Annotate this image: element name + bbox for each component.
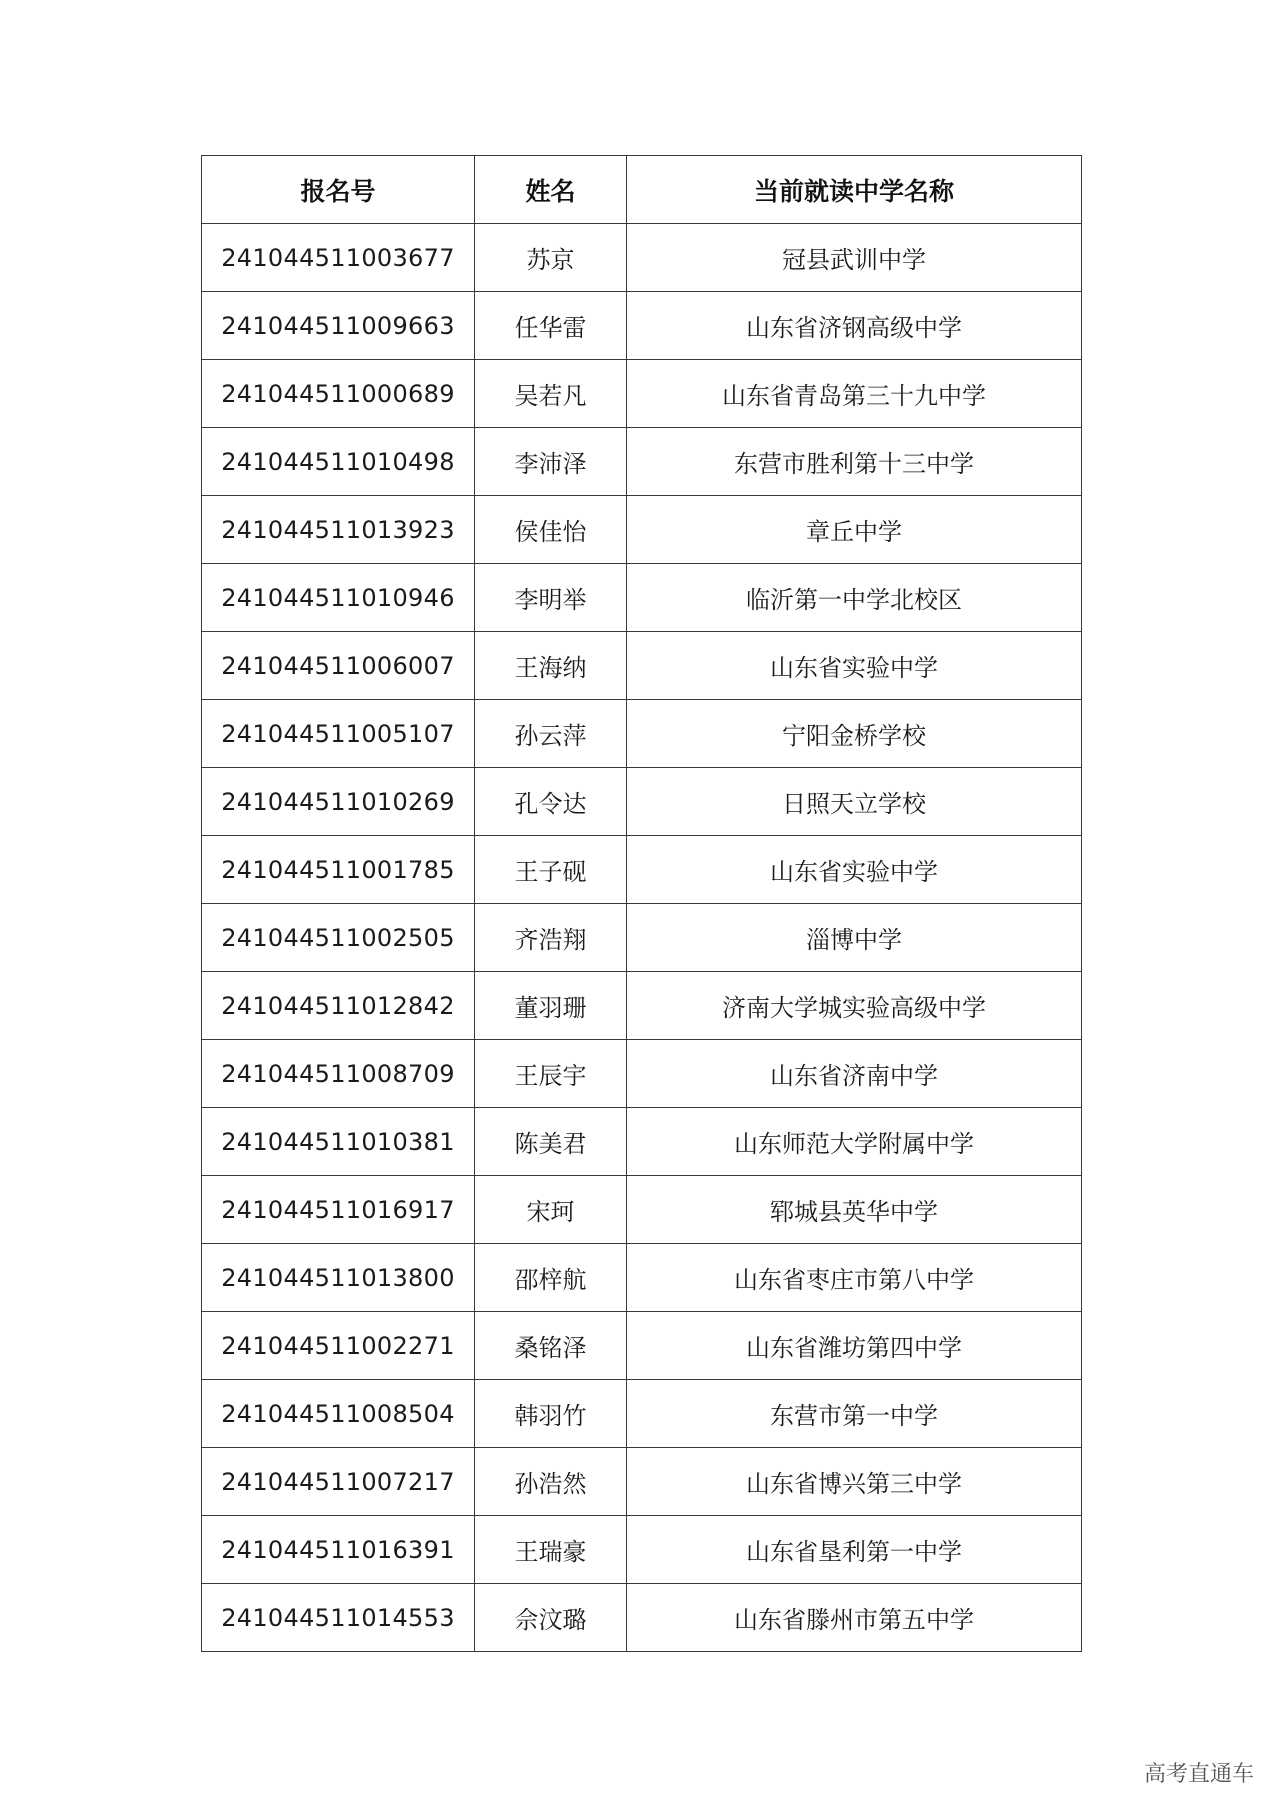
school-name-cell: 山东省潍坊第四中学: [627, 1312, 1082, 1380]
table-row: [202, 972, 1082, 1040]
school-name-cell: 山东省青岛第三十九中学: [627, 360, 1082, 428]
school-name-cell: 东营市第一中学: [627, 1380, 1082, 1448]
school-name-cell: 山东省济南中学: [627, 1040, 1082, 1108]
student-name-cell: 邵梓航: [475, 1244, 627, 1312]
table-row: [202, 1040, 1082, 1108]
registration-number-cell: 241044511016391: [202, 1516, 475, 1584]
student-name-cell: 孙浩然: [475, 1448, 627, 1516]
table-row: [202, 224, 1082, 292]
table-row: [202, 496, 1082, 564]
header-registration-number: 报名号: [202, 156, 475, 224]
table-row: [202, 1176, 1082, 1244]
student-name-cell: 孙云萍: [475, 700, 627, 768]
table-row: [202, 768, 1082, 836]
student-name-cell: 桑铭泽: [475, 1312, 627, 1380]
student-name-cell: 苏京: [475, 224, 627, 292]
school-name-cell: 临沂第一中学北校区: [627, 564, 1082, 632]
table-row: [202, 1380, 1082, 1448]
table-row: [202, 292, 1082, 360]
student-name-cell: 宋珂: [475, 1176, 627, 1244]
student-name-cell: 董羽珊: [475, 972, 627, 1040]
school-name-cell: 淄博中学: [627, 904, 1082, 972]
header-school: 当前就读中学名称: [627, 156, 1082, 224]
school-name-cell: 山东省博兴第三中学: [627, 1448, 1082, 1516]
student-name-cell: 齐浩翔: [475, 904, 627, 972]
school-name-cell: 济南大学城实验高级中学: [627, 972, 1082, 1040]
school-name-cell: 山东省济钢高级中学: [627, 292, 1082, 360]
registration-number-cell: 241044511001785: [202, 836, 475, 904]
watermark: 高考直通车: [1143, 1762, 1254, 1787]
registration-number-cell: 241044511013800: [202, 1244, 475, 1312]
school-name-cell: 山东省垦利第一中学: [627, 1516, 1082, 1584]
registration-number-cell: 241044511010381: [202, 1108, 475, 1176]
school-name-cell: 日照天立学校: [627, 768, 1082, 836]
table-row: [202, 632, 1082, 700]
table-row: [202, 1312, 1082, 1380]
registration-number-cell: 241044511003677: [202, 224, 475, 292]
registration-number-cell: 241044511013923: [202, 496, 475, 564]
school-name-cell: 宁阳金桥学校: [627, 700, 1082, 768]
student-name-cell: 王辰宇: [475, 1040, 627, 1108]
registration-number-cell: 241044511010498: [202, 428, 475, 496]
student-name-cell: 佘汶璐: [475, 1584, 627, 1652]
registration-number-cell: 241044511002271: [202, 1312, 475, 1380]
registration-number-cell: 241044511009663: [202, 292, 475, 360]
student-name-cell: 韩羽竹: [475, 1380, 627, 1448]
table-row: [202, 700, 1082, 768]
admission-roster-table: [201, 155, 1082, 1652]
registration-number-cell: 241044511008504: [202, 1380, 475, 1448]
student-name-cell: 王子砚: [475, 836, 627, 904]
school-name-cell: 山东省实验中学: [627, 632, 1082, 700]
registration-number-cell: 241044511006007: [202, 632, 475, 700]
registration-number-cell: 241044511002505: [202, 904, 475, 972]
table-row: [202, 1108, 1082, 1176]
school-name-cell: 章丘中学: [627, 496, 1082, 564]
student-name-cell: 王海纳: [475, 632, 627, 700]
table-row: [202, 428, 1082, 496]
table-row: [202, 904, 1082, 972]
school-name-cell: 山东师范大学附属中学: [627, 1108, 1082, 1176]
registration-number-cell: 241044511010946: [202, 564, 475, 632]
table-header-row: [202, 156, 1082, 224]
table-row: [202, 836, 1082, 904]
school-name-cell: 冠县武训中学: [627, 224, 1082, 292]
school-name-cell: 东营市胜利第十三中学: [627, 428, 1082, 496]
student-name-cell: 侯佳怡: [475, 496, 627, 564]
table-row: [202, 1244, 1082, 1312]
student-name-cell: 李明举: [475, 564, 627, 632]
student-name-cell: 吴若凡: [475, 360, 627, 428]
table-row: [202, 1448, 1082, 1516]
registration-number-cell: 241044511000689: [202, 360, 475, 428]
school-name-cell: 山东省枣庄市第八中学: [627, 1244, 1082, 1312]
student-name-cell: 陈美君: [475, 1108, 627, 1176]
registration-number-cell: 241044511010269: [202, 768, 475, 836]
table-row: [202, 1584, 1082, 1652]
registration-number-cell: 241044511008709: [202, 1040, 475, 1108]
registration-number-cell: 241044511014553: [202, 1584, 475, 1652]
student-name-cell: 李沛泽: [475, 428, 627, 496]
student-name-cell: 王瑞豪: [475, 1516, 627, 1584]
student-name-cell: 孔令达: [475, 768, 627, 836]
school-name-cell: 山东省实验中学: [627, 836, 1082, 904]
registration-number-cell: 241044511007217: [202, 1448, 475, 1516]
registration-number-cell: 241044511012842: [202, 972, 475, 1040]
student-name-cell: 任华雷: [475, 292, 627, 360]
table-row: [202, 1516, 1082, 1584]
table-row: [202, 360, 1082, 428]
table-row: [202, 564, 1082, 632]
registration-number-cell: 241044511005107: [202, 700, 475, 768]
school-name-cell: 郓城县英华中学: [627, 1176, 1082, 1244]
registration-number-cell: 241044511016917: [202, 1176, 475, 1244]
school-name-cell: 山东省滕州市第五中学: [627, 1584, 1082, 1652]
table-body: [202, 224, 1082, 1652]
header-name: 姓名: [475, 156, 627, 224]
